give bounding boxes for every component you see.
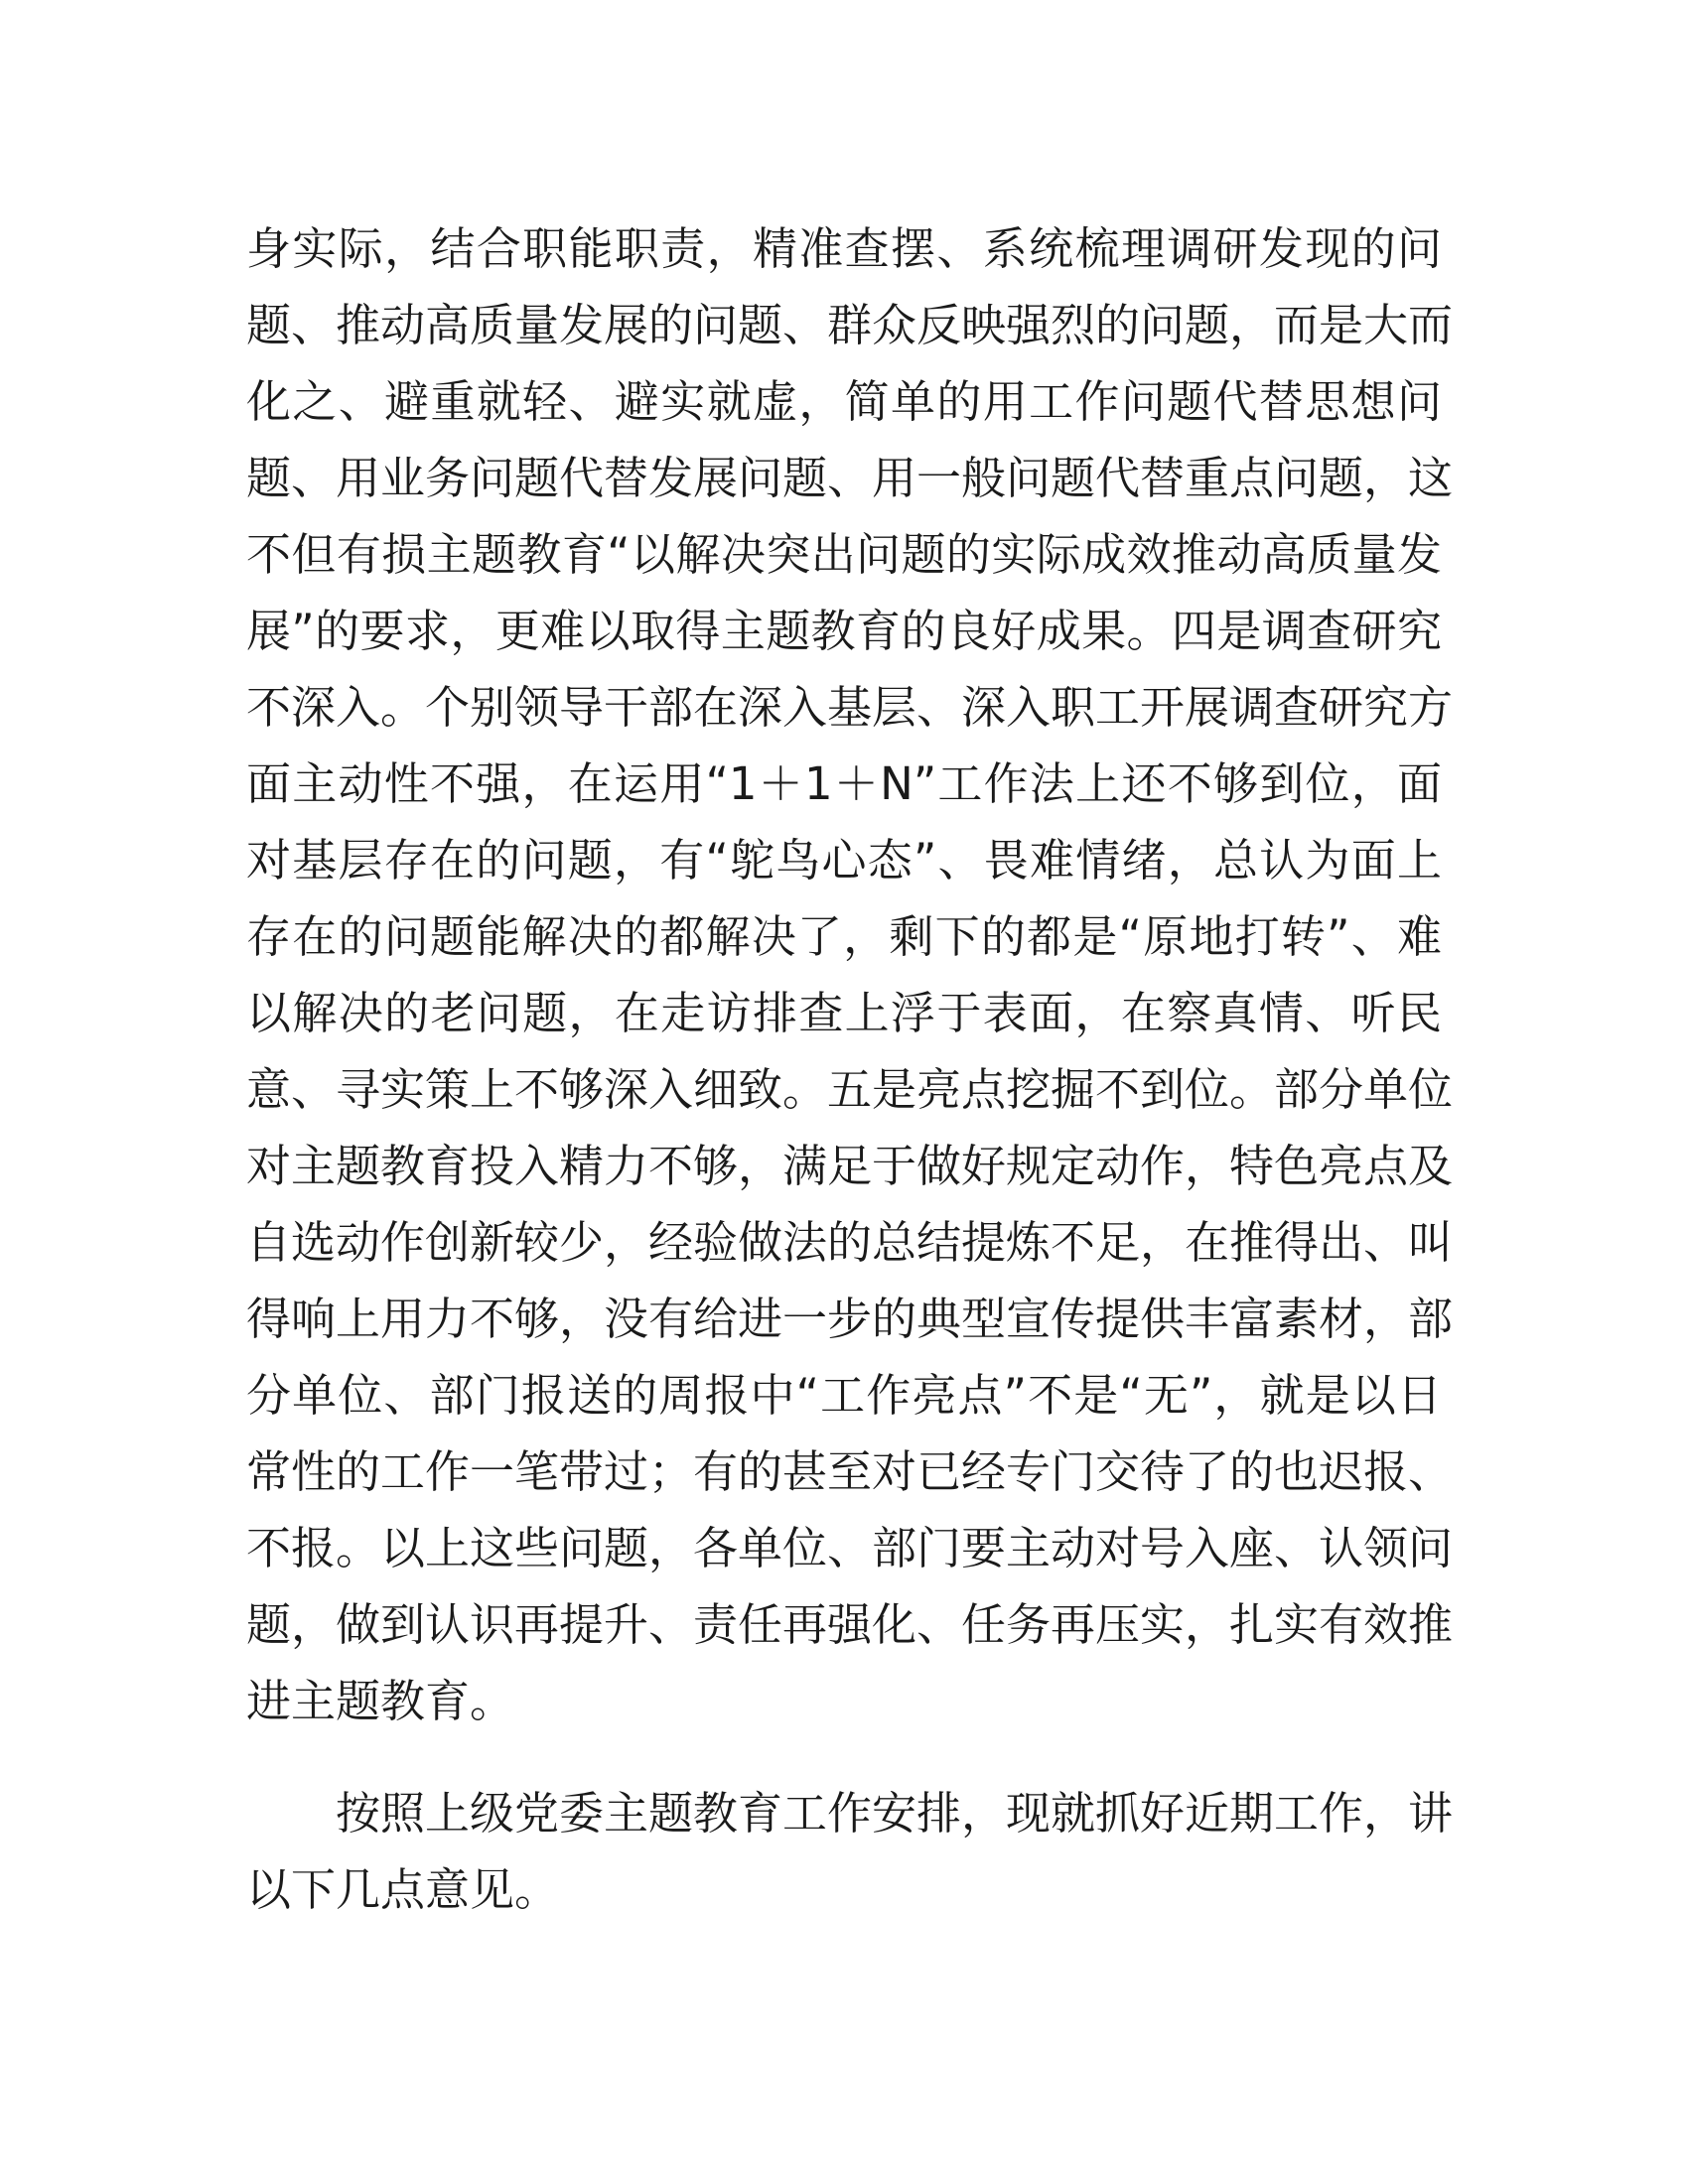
text-line: 题，做到认识再提升、责任再强化、任务再压实，扎实有效推 [246, 1598, 1454, 1651]
text-line: 常性的工作一笔带过；有的甚至对已经专门交待了的也迟报、 [246, 1445, 1454, 1498]
text-line: 身实际，结合职能职责，精准查摆、系统梳理调研发现的问 [246, 222, 1442, 275]
text-line: 自选动作创新较少，经验做法的总结提炼不足，在推得出、叫 [246, 1216, 1454, 1269]
text-line: 对基层存在的问题，有“鸵鸟心态”、畏难情绪，总认为面上 [246, 834, 1442, 887]
text-line: 对主题教育投入精力不够，满足于做好规定动作，特色亮点及 [246, 1140, 1454, 1192]
text-line: 得响上用力不够，没有给进一步的典型宣传提供丰富素材，部 [246, 1293, 1454, 1345]
text-line: 化之、避重就轻、避实就虚，简单的用工作问题代替思想问 [246, 375, 1442, 428]
text-line: 展”的要求，更难以取得主题教育的良好成果。四是调查研究 [246, 605, 1442, 657]
text-line: 不但有损主题教育“以解决突出问题的实际成效推动高质量发 [246, 528, 1442, 581]
text-line: 意、寻实策上不够深入细致。五是亮点挖掘不到位。部分单位 [246, 1063, 1454, 1116]
text-line: 题、用业务问题代替发展问题、用一般问题代替重点问题，这 [246, 452, 1454, 504]
text-line: 以解决的老问题，在走访排查上浮于表面，在察真情、听民 [246, 987, 1442, 1039]
text-line: 面主动性不强，在运用“1＋1＋N”工作法上还不够到位，面 [246, 757, 1442, 810]
text-line: 存在的问题能解决的都解决了，剩下的都是“原地打转”、难 [246, 910, 1442, 963]
text-line: 以下几点意见。 [246, 1863, 560, 1916]
text-line: 不报。以上这些问题，各单位、部门要主动对号入座、认领问 [246, 1522, 1454, 1574]
body-paragraph-2 [246, 1775, 1454, 1928]
body-paragraph-1 [246, 210, 1454, 1739]
text-line: 分单位、部门报送的周报中“工作亮点”不是“无”，就是以日 [246, 1369, 1442, 1422]
text-line: 进主题教育。 [246, 1675, 515, 1727]
text-line: 题、推动高质量发展的问题、群众反映强烈的问题，而是大而 [246, 299, 1454, 351]
text-line: 按照上级党委主题教育工作安排，现就抓好近期工作，讲 [336, 1787, 1454, 1840]
text-line: 不深入。个别领导干部在深入基层、深入职工开展调查研究方 [246, 681, 1454, 734]
